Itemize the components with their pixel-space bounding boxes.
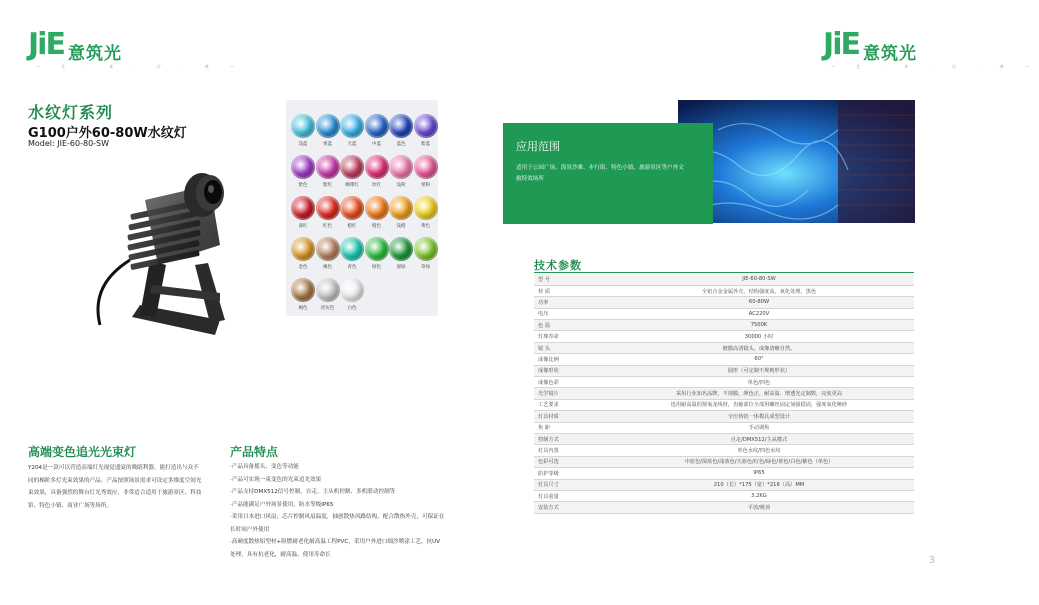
- swatch-label: 淡灰色: [320, 306, 335, 311]
- spec-key: 灯具材质: [534, 411, 604, 422]
- spec-row: [534, 388, 914, 399]
- color-swatch: [414, 237, 438, 270]
- color-swatch: [291, 114, 315, 147]
- spec-row: [534, 422, 914, 433]
- color-swatch: [316, 155, 340, 188]
- swatch-label: 褐色: [323, 265, 332, 270]
- swatch-label: 绿色: [372, 265, 381, 270]
- brand-logo: [823, 27, 1039, 69]
- right-page: [468, 0, 1039, 605]
- spec-value: 平放/吸顶: [604, 502, 914, 513]
- spec-key: 灯具内置: [534, 445, 604, 456]
- swatch-label: 果蓝: [323, 142, 332, 147]
- spec-value: AC220V: [604, 308, 914, 319]
- spec-value: 选用耐高温的预氧龙线材，齿轴部位全部用螺丝固定加强稳固，强度氧化哑砂: [604, 399, 914, 410]
- features-list: [230, 461, 445, 561]
- color-swatch: [365, 237, 389, 270]
- swatch-color-dot: [316, 114, 340, 138]
- color-swatch: [389, 155, 413, 188]
- swatch-label: 橙红: [347, 224, 357, 229]
- swatch-color-dot: [389, 196, 413, 220]
- spec-value: 单色水纹/四色水纹: [604, 445, 914, 456]
- logo-mark: JiE: [823, 27, 859, 62]
- spec-key: 成像色彩: [534, 377, 604, 388]
- spec-value: 全压铸铝一体模具成型设计: [604, 411, 914, 422]
- application-description: 适用于公园广场、海景沙滩、步行街、特色小镇、旅游景区等户外文旅特效场所: [516, 165, 684, 182]
- spec-row: [534, 285, 914, 296]
- swatch-label: 紫红: [323, 183, 332, 188]
- swatch-color-dot: [340, 114, 364, 138]
- color-swatch: [316, 196, 340, 229]
- color-swatch: [389, 196, 413, 229]
- swatch-color-dot: [340, 196, 364, 220]
- spec-row: [534, 433, 914, 444]
- logo-brand-text: 意筑光: [863, 44, 917, 64]
- swatch-color-dot: [291, 155, 315, 179]
- feature-item: ·产品支持DMX512信号控制，自走、主从机控制、多机联动控制等: [230, 489, 396, 495]
- spec-row: [534, 445, 914, 456]
- spec-key: 成像比例: [534, 354, 604, 365]
- application-box: [503, 123, 713, 224]
- logo-tagline: — 生 · 来 · 行 · 善 —: [36, 64, 244, 69]
- swatch-color-dot: [365, 237, 389, 261]
- swatch-label: 咖啡红: [345, 183, 359, 188]
- logo-tagline: — 生 · 来 · 行 · 善 —: [831, 64, 1039, 69]
- swatch-label: 红色: [323, 224, 332, 229]
- swatch-label: 浅粉: [396, 183, 406, 188]
- spec-row: [534, 411, 914, 422]
- color-swatch: [414, 196, 438, 229]
- spec-key: 材 质: [534, 285, 604, 296]
- color-swatch: [316, 278, 340, 311]
- color-swatch: [291, 196, 315, 229]
- beam-description: Y204是一款可以营造高端灯光视觉盛宴的吸睛利器，能打造出与众不同的梯阶多灯光束效果的产品。产品按照场景需求可设定多维度空间光束效果，具备强烈的舞台灯光秀效应，非常适合适用于旅游景区、科技馆、特色小镇、商业广场等场所。: [28, 465, 202, 509]
- color-swatch: [365, 196, 389, 229]
- swatch-color-dot: [340, 155, 364, 179]
- swatch-label: 深红: [298, 224, 308, 229]
- logo-mark: JiE: [28, 27, 64, 62]
- color-swatch: [291, 237, 315, 270]
- spec-row: [534, 274, 914, 285]
- spec-key: 镜 头: [534, 342, 604, 353]
- swatch-color-dot: [414, 196, 438, 220]
- swatch-label: 白色: [347, 306, 357, 311]
- spec-value: 7500K: [604, 320, 914, 331]
- spec-key: 灯具尺寸: [534, 479, 604, 490]
- feature-item: ·高硬度散热铝型材+阻燃耐老化耐高温工程PVC，采用户外进口细沙喷涂工艺，抗UV处理，具有抗老化，耐高温，使用寿命长: [230, 539, 441, 558]
- swatch-color-dot: [365, 114, 389, 138]
- swatch-label: 果粉: [421, 183, 430, 188]
- swatch-color-dot: [291, 278, 315, 302]
- spec-row: [534, 365, 914, 376]
- spec-row: [534, 479, 914, 490]
- spec-value: 60-80W: [604, 297, 914, 308]
- spec-row: [534, 354, 914, 365]
- spec-title: 技术参数: [534, 259, 582, 272]
- spec-value: 210（长）*175（宽）*218（高）MM: [604, 479, 914, 490]
- spec-row: [534, 320, 914, 331]
- swatch-label: 草绿: [421, 265, 430, 270]
- color-swatch: [291, 278, 315, 311]
- swatch-label: 蓝色: [396, 142, 406, 147]
- swatch-color-dot: [389, 237, 413, 261]
- spec-value: JIE-60-80-SW: [604, 274, 914, 285]
- model-code: Model: JIE-60-80-SW: [28, 139, 110, 148]
- spec-key: 灯具重量: [534, 490, 604, 501]
- swatch-label: 浅橙: [396, 224, 406, 229]
- swatch-color-dot: [414, 237, 438, 261]
- spec-row: [534, 342, 914, 353]
- swatch-color-dot: [291, 114, 315, 138]
- spec-table: [534, 274, 914, 514]
- swatch-color-dot: [340, 278, 364, 302]
- spec-row: [534, 377, 914, 388]
- swatch-label: 褐色: [298, 306, 308, 311]
- spec-key: 功率: [534, 297, 604, 308]
- spec-row: [534, 297, 914, 308]
- swatch-label: 青色: [347, 265, 357, 270]
- spec-value: IP65: [604, 468, 914, 479]
- feature-item: ·产品可实现一束变色的光束追光效果: [230, 476, 322, 483]
- swatch-label: 中蓝: [372, 142, 381, 147]
- spec-value: 3.2KG: [604, 490, 914, 501]
- feature-item: ·产品能满足户外场景使用，防水等级IP65: [230, 501, 334, 508]
- spec-value: 圆形（可定制不规则形状）: [604, 365, 914, 376]
- spec-key: 防护等级: [534, 468, 604, 479]
- spec-value: 中蓝色/深蓝色/浅蓝色/天蓝色/红色/绿色/黄色/白色/紫色（单色）: [604, 456, 914, 467]
- left-page: [0, 0, 468, 605]
- swatch-color-dot: [291, 196, 315, 220]
- spec-value: 30000 小时: [604, 331, 914, 342]
- color-swatch: [316, 237, 340, 270]
- spec-row: [534, 468, 914, 479]
- swatch-label: 玫红: [372, 183, 381, 188]
- spec-key: 灯珠寿命: [534, 331, 604, 342]
- swatch-label: 天蓝: [347, 142, 357, 147]
- spec-value: 60°: [604, 354, 914, 365]
- spec-key: 安装方式: [534, 502, 604, 513]
- color-swatch: [316, 114, 340, 147]
- swatch-label: 紫色: [298, 183, 308, 188]
- swatch-color-dot: [389, 114, 413, 138]
- spec-key: 色彩可选: [534, 456, 604, 467]
- swatch-label: 浅蓝: [298, 142, 308, 147]
- spec-divider: [534, 272, 914, 273]
- swatch-color-dot: [365, 155, 389, 179]
- swatch-color-dot: [389, 155, 413, 179]
- spec-key: 型 号: [534, 274, 604, 285]
- spec-key: 工艺要求: [534, 399, 604, 410]
- color-swatch: [340, 278, 364, 311]
- spec-key: 色 温: [534, 320, 604, 331]
- swatch-label: 金色: [298, 265, 308, 270]
- series-title: 水纹灯系列: [28, 103, 114, 122]
- spec-value: 采用行业知名品牌，不掉膜，颜色正，耐高温，增透光定制数，亮度更高: [604, 388, 914, 399]
- spec-value: 镀膜高清镜头，成像清晰自然。: [604, 342, 914, 353]
- spec-key: 光学镜片: [534, 388, 604, 399]
- page-edge-mark: 3: [928, 555, 935, 566]
- color-swatch: [414, 114, 438, 147]
- model-name: G100户外60-80W水纹灯: [28, 126, 187, 141]
- spec-value: 单色/四色: [604, 377, 914, 388]
- spec-row: [534, 502, 914, 513]
- beam-heading: 高端变色追光光束灯: [28, 445, 137, 459]
- projector-lamp-image: [70, 165, 270, 340]
- feature-item: ·产品具备摇头、变色等功能: [230, 464, 299, 470]
- application-title: 应用范围: [516, 140, 560, 153]
- color-swatch: [389, 114, 413, 147]
- spec-key: 电压: [534, 308, 604, 319]
- swatch-label: 深绿: [396, 265, 406, 270]
- spec-row: [534, 456, 914, 467]
- logo-brand-text: 意筑光: [67, 44, 122, 64]
- spec-row: [534, 308, 914, 319]
- spec-value: 自走/DMX512/主从模式: [604, 433, 914, 444]
- spec-value: 全铝合金金属外壳，结构强度高，氧化处理，黑色: [604, 285, 914, 296]
- swatch-label: 紫蓝: [421, 142, 430, 147]
- color-swatch-panel: [286, 100, 438, 316]
- swatch-color-dot: [414, 155, 438, 179]
- brand-logo: [28, 27, 244, 69]
- features-heading: 产品特点: [230, 445, 279, 459]
- swatch-color-dot: [365, 196, 389, 220]
- spec-key: 焦 距: [534, 422, 604, 433]
- swatch-color-dot: [316, 155, 340, 179]
- color-swatch: [340, 237, 364, 270]
- color-swatch: [291, 155, 315, 188]
- spec-row: [534, 331, 914, 342]
- color-swatch: [365, 155, 389, 188]
- spec-key: 成像形状: [534, 365, 604, 376]
- color-swatch: [414, 155, 438, 188]
- color-swatch: [340, 196, 364, 229]
- spec-row: [534, 399, 914, 410]
- swatch-color-dot: [316, 237, 340, 261]
- color-swatch: [389, 237, 413, 270]
- color-swatch: [340, 114, 364, 147]
- swatch-color-dot: [316, 196, 340, 220]
- swatch-color-dot: [291, 237, 315, 261]
- swatch-label: 黄色: [421, 224, 430, 229]
- swatch-color-dot: [340, 237, 364, 261]
- swatch-label: 橙色: [372, 224, 381, 229]
- spec-value: 手动调焦: [604, 422, 914, 433]
- spec-row: [534, 490, 914, 501]
- application-scene-photo: [678, 100, 915, 223]
- feature-item: ·采用日本进口风扇，芯片控制风扇温度，抽创散热风路结构，配合散热外壳，可保证在长时间户外使用: [230, 514, 445, 533]
- color-swatch: [365, 114, 389, 147]
- swatch-color-dot: [414, 114, 438, 138]
- color-swatch: [340, 155, 364, 188]
- spec-key: 控制方式: [534, 433, 604, 444]
- swatch-color-dot: [316, 278, 340, 302]
